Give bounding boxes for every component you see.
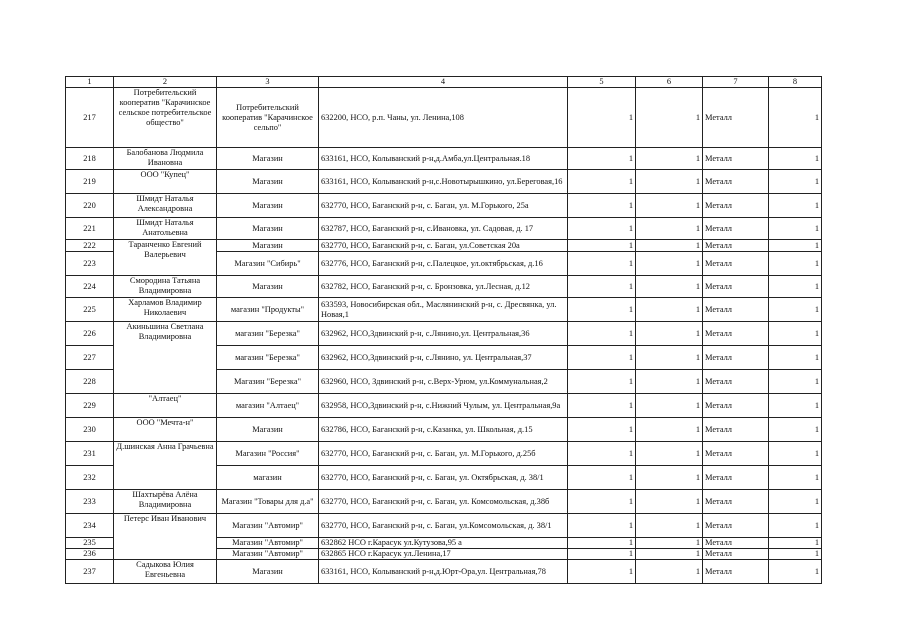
row-number: 231 [66,442,114,466]
object-type: Магазин [217,194,319,218]
object-address: 632770, НСО, Баганский р-н, с. Баган, ул. М.Горького, 25а [319,194,568,218]
row-number: 219 [66,170,114,194]
col5-value: 1 [568,490,636,514]
material: Металл [703,560,769,584]
table-row [66,240,822,252]
owner-name: Акиньшина Светлана Владимировна [114,322,217,394]
object-address: 633161, НСО, Колыванский р-н,д.Амба,ул.Центральная.18 [319,148,568,170]
object-type: Магазин "Товары для д.а" [217,490,319,514]
owner-name: Петерс Иван Иванович [114,514,217,560]
col5-value: 1 [568,549,636,560]
col8-value: 1 [769,346,822,370]
row-number: 235 [66,538,114,549]
object-address: 632786, НСО, Баганский р-н, с.Казанка, ул. Школьная, д.15 [319,418,568,442]
table-row [66,170,822,194]
col6-value: 1 [636,442,703,466]
owner-name: Д.шинская Анна Грачьевна [114,442,217,490]
material: Металл [703,148,769,170]
material: Металл [703,418,769,442]
table-row [66,560,822,584]
col5-value: 1 [568,170,636,194]
object-address: 632787, НСО, Баганский р-н, с.Ивановка, ул. Садовая, д. 17 [319,218,568,240]
object-address: 632776, НСО, Баганский р-н, с.Палецкое, ул.октябрьская, д.16 [319,252,568,276]
object-address: 632960, НСО, Здвинский р-н, с.Верх-Урюм, ул.Коммунальная,2 [319,370,568,394]
object-address: 633161, НСО, Колыванский р-н,с.Новотырышкино, ул.Береговая,16 [319,170,568,194]
owner-name: Шмидт Наталья Александровна [114,194,217,218]
header-cell-8: 8 [769,77,822,88]
col6-value: 1 [636,560,703,584]
col6-value: 1 [636,298,703,322]
col6-value: 1 [636,322,703,346]
material: Металл [703,370,769,394]
row-number: 220 [66,194,114,218]
col6-value: 1 [636,170,703,194]
col6-value: 1 [636,418,703,442]
col6-value: 1 [636,490,703,514]
material: Металл [703,322,769,346]
col5-value: 1 [568,442,636,466]
col6-value: 1 [636,252,703,276]
row-number: 224 [66,276,114,298]
col5-value: 1 [568,240,636,252]
object-type: Магазин "Россия" [217,442,319,466]
header-cell-3: 3 [217,77,319,88]
row-number: 226 [66,322,114,346]
row-number: 234 [66,514,114,538]
col6-value: 1 [636,370,703,394]
header-cell-7: 7 [703,77,769,88]
owner-name: Садыкова Юлия Евгеньевна [114,560,217,584]
col5-value: 1 [568,560,636,584]
col5-value: 1 [568,252,636,276]
col6-value: 1 [636,194,703,218]
object-address: 632200, НСО, р.п. Чаны, ул. Ленина,108 [319,88,568,148]
col8-value: 1 [769,322,822,346]
owner-name: ООО "Мечта-н" [114,418,217,442]
object-address: 632782, НСО, Баганский р-н, с. Бронзовка, ул.Лесная, д.12 [319,276,568,298]
object-type: магазин "Продукты" [217,298,319,322]
material: Металл [703,88,769,148]
object-address: 632962, НСО,Здвинский р-н, с.Лянино, ул. Центральная,37 [319,346,568,370]
row-number: 223 [66,252,114,276]
object-type: магазин [217,466,319,490]
material: Металл [703,346,769,370]
material: Металл [703,538,769,549]
owner-name: Потребительский кооператив "Карачинское сельское потребительское общество" [114,88,217,148]
row-number: 225 [66,298,114,322]
row-number: 233 [66,490,114,514]
object-address: 632862 НСО г.Карасук ул.Кутузова,95 а [319,538,568,549]
header-row [66,77,822,88]
table-row [66,194,822,218]
table-row [66,148,822,170]
col5-value: 1 [568,370,636,394]
object-type: Магазин [217,560,319,584]
object-address: 633593, Новосибирская обл., Маслянинский р-н, с. Дресвянка, ул. Новая,1 [319,298,568,322]
object-address: 632962, НСО,Здвинский р-н, с.Лянино,ул. Центральная,36 [319,322,568,346]
material: Металл [703,240,769,252]
table-row [66,418,822,442]
col8-value: 1 [769,88,822,148]
object-address: 632958, НСО,Здвинский р-н, с.Нижний Чулым, ул. Центральная,9а [319,394,568,418]
col8-value: 1 [769,514,822,538]
header-cell-5: 5 [568,77,636,88]
col5-value: 1 [568,194,636,218]
col8-value: 1 [769,276,822,298]
row-number: 237 [66,560,114,584]
material: Металл [703,218,769,240]
col5-value: 1 [568,394,636,418]
object-type: Магазин "Березка" [217,370,319,394]
col6-value: 1 [636,549,703,560]
object-type: Магазин [217,218,319,240]
col5-value: 1 [568,418,636,442]
object-type: магазин "Алтаец" [217,394,319,418]
object-type: Магазин "Автомир" [217,538,319,549]
table-row [66,490,822,514]
header-cell-2: 2 [114,77,217,88]
row-number: 221 [66,218,114,240]
col5-value: 1 [568,538,636,549]
registry-table-body [66,77,822,584]
material: Металл [703,490,769,514]
table-row [66,298,822,322]
object-type: Магазин "Автомир" [217,549,319,560]
col8-value: 1 [769,418,822,442]
owner-name: Балобанова Людмила Ивановна [114,148,217,170]
table-row [66,218,822,240]
col8-value: 1 [769,240,822,252]
owner-name: Таранченко Евгений Валерьевич [114,240,217,276]
material: Металл [703,549,769,560]
col6-value: 1 [636,276,703,298]
material: Металл [703,298,769,322]
material: Металл [703,276,769,298]
object-address: 633161, НСО, Колыванский р-н,д.Юрт-Ора,ул. Центральная,78 [319,560,568,584]
row-number: 217 [66,88,114,148]
table-row [66,88,822,148]
object-address: 632770, НСО, Баганский р-н, с. Баган, ул. Октябрьская, д. 38/1 [319,466,568,490]
col8-value: 1 [769,298,822,322]
header-cell-6: 6 [636,77,703,88]
owner-name: Шахтырёва Алёна Владимировна [114,490,217,514]
row-number: 218 [66,148,114,170]
object-type: Магазин [217,418,319,442]
object-address: 632770, НСО, Баганский р-н, с. Баган, ул. Комсомольская, д.38б [319,490,568,514]
col6-value: 1 [636,88,703,148]
col8-value: 1 [769,490,822,514]
col6-value: 1 [636,240,703,252]
col6-value: 1 [636,538,703,549]
col5-value: 1 [568,346,636,370]
object-type: Магазин [217,276,319,298]
row-number: 228 [66,370,114,394]
header-cell-4: 4 [319,77,568,88]
col8-value: 1 [769,194,822,218]
row-number: 236 [66,549,114,560]
row-number: 227 [66,346,114,370]
object-type: магазин "Березка" [217,346,319,370]
row-number: 232 [66,466,114,490]
col6-value: 1 [636,466,703,490]
col5-value: 1 [568,298,636,322]
col8-value: 1 [769,549,822,560]
table-row [66,394,822,418]
object-address: 632770, НСО, Баганский р-н, с. Баган, ул. М.Горького, д.25б [319,442,568,466]
object-type: магазин "Березка" [217,322,319,346]
object-address: 632770, НСО, Баганский р-н, с. Баган, ул.Комсомольская, д. 38/1 [319,514,568,538]
material: Металл [703,170,769,194]
col5-value: 1 [568,466,636,490]
object-type: Магазин "Сибирь" [217,252,319,276]
material: Металл [703,252,769,276]
col6-value: 1 [636,394,703,418]
col8-value: 1 [769,466,822,490]
row-number: 229 [66,394,114,418]
object-type: Потребительский кооператив "Карачинское сельпо" [217,88,319,148]
table-row [66,514,822,538]
col8-value: 1 [769,370,822,394]
col8-value: 1 [769,218,822,240]
owner-name: ООО "Купец" [114,170,217,194]
object-type: Магазин "Автомир" [217,514,319,538]
col8-value: 1 [769,560,822,584]
material: Металл [703,466,769,490]
table-row [66,322,822,346]
material: Металл [703,442,769,466]
owner-name: Шмидт Наталья Анатольевна [114,218,217,240]
table-row [66,442,822,466]
col8-value: 1 [769,442,822,466]
owner-name: Смородина Татьяна Владимировна [114,276,217,298]
col6-value: 1 [636,148,703,170]
col5-value: 1 [568,514,636,538]
col6-value: 1 [636,514,703,538]
row-number: 230 [66,418,114,442]
owner-name: "Алтаец" [114,394,217,418]
object-address: 632865 НСО г.Карасук ул.Ленина,17 [319,549,568,560]
col8-value: 1 [769,538,822,549]
object-type: Магазин [217,170,319,194]
col8-value: 1 [769,394,822,418]
registry-sheet [65,76,822,584]
material: Металл [703,394,769,418]
col8-value: 1 [769,148,822,170]
table-row [66,276,822,298]
col6-value: 1 [636,346,703,370]
object-address: 632770, НСО, Баганский р-н, с. Баган, ул.Советская 20а [319,240,568,252]
row-number: 222 [66,240,114,252]
object-type: Магазин [217,148,319,170]
col5-value: 1 [568,218,636,240]
object-type: Магазин [217,240,319,252]
col5-value: 1 [568,322,636,346]
col5-value: 1 [568,148,636,170]
material: Металл [703,514,769,538]
col5-value: 1 [568,276,636,298]
header-cell-1: 1 [66,77,114,88]
col8-value: 1 [769,252,822,276]
registry-table [65,76,822,584]
owner-name: Харламов Владимир Николаевич [114,298,217,322]
col8-value: 1 [769,170,822,194]
col6-value: 1 [636,218,703,240]
material: Металл [703,194,769,218]
col5-value: 1 [568,88,636,148]
